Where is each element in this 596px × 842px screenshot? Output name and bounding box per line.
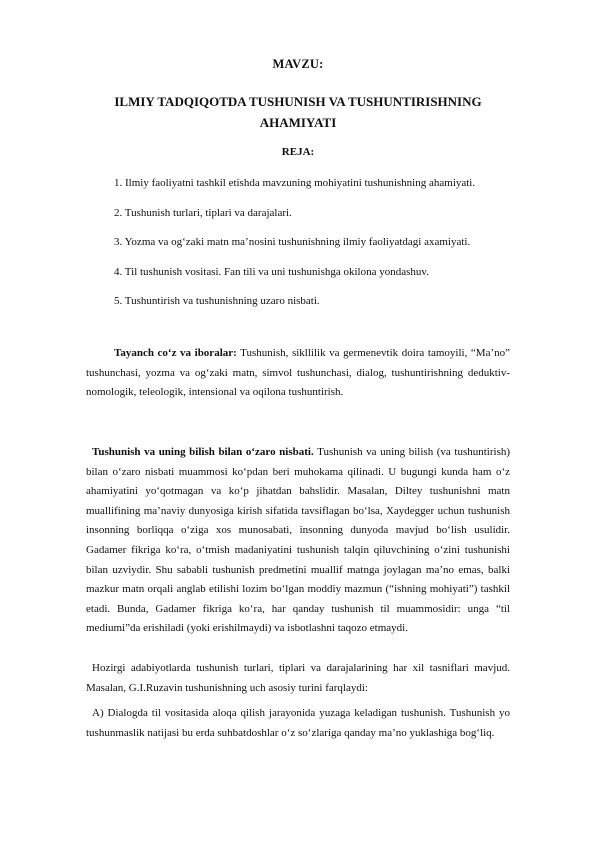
plan-item: 1. Ilmiy faoliyatni tashkil etishda mavzuning mohiyatini tushunishning ahamiyati. [114, 177, 476, 189]
plan-list [114, 174, 475, 322]
keywords-paragraph [86, 344, 510, 403]
plan-label: REJA: [281, 146, 315, 158]
section-heading: Tushunish va uning bilish bilan o‘zaro nisbati. [92, 446, 314, 458]
plan-item: 3. Yozma va og‘zaki matn ma’nosini tushunishning ilmiy faoliyatdagi axamiyati. [114, 236, 471, 248]
body-paragraph [86, 443, 510, 639]
keywords-label: Tayanch co‘z va iboralar: [114, 347, 237, 359]
plan-item: 5. Tushuntirish va tushunishning uzaro nisbati. [114, 295, 320, 307]
paragraph-text: Tushunish va uning bilish (va tushuntirish) bilan o‘zaro nisbati muammosi ko‘pdan beri muhokama qilinadi. U bugungi kunda ham o‘z ahamiyatini yo‘qotmagan va ko‘p jihatdan bahslidir. Masalan, Diltey tushunishni matn muallifining ma’naviy dunyosiga kirish sifatida tavsiflagan bo‘lsa, Xaydegger uchun tushunish insonning borliqqa o‘ziga xos munosabati, insonning dunyoda mavjud bo‘lish usulidir. Gadamer fikriga ko‘ra, o‘tmish madaniyatini tushunish talqin qiluvchining o‘zini tushunishi bilan uzviydir. Shu sababli tushunish predmetini muallif matnga joylagan ma’no emas, balki mazkur matn orqali anglab etilishi lozim bo‘lgan moddiy mazmun (“ishning mohiyati”) tashkil etadi. Bunda, Gadamer fikriga ko‘ra, har qanday tushunish til muammosidir: unga “til mediumi”da erishiladi (yoki erishilmaydi) va isbotlashni taqozo etmaydi. [86, 446, 511, 635]
keywords-text: Tushunish, sikllilik va germenevtik doira tamoyili, “Ma’no” tushunchasi, yozma va og‘zaki matn, simvol tushunchasi, dialog, tushuntirishning deduktiv-nomologik, teleologik, intensional va oqilona tushuntirish. [86, 347, 510, 399]
document-title: ILMIY TADQIQOTDA TUSHUNISH VA TUSHUNTIRISHNING AHAMIYATI [114, 94, 482, 130]
body-paragraph: Hozirgi adabiyotlarda tushunish turlari, tiplari va darajalarining har xil tasniflari mavjud. Masalan, G.I.Ruzavin tushunishning uch asosiy turini farqlaydi: [86, 662, 510, 694]
body-paragraph: A) Dialogda til vositasida aloqa qilish jarayonida yuzaga keladigan tushunish. Tushunish yo tushunmaslik natijasi bu erda suhbatdoshlar o‘z so‘zlariga qanday ma’no yuklashiga bog‘liq. [86, 707, 510, 739]
topic-label: MAVZU: [272, 57, 324, 71]
plan-item: 2. Tushunish turlari, tiplari va darajalari. [114, 206, 292, 219]
plan-item: 4. Til tushunish vositasi. Fan tili va uni tushunishga okilona yondashuv. [114, 265, 429, 278]
